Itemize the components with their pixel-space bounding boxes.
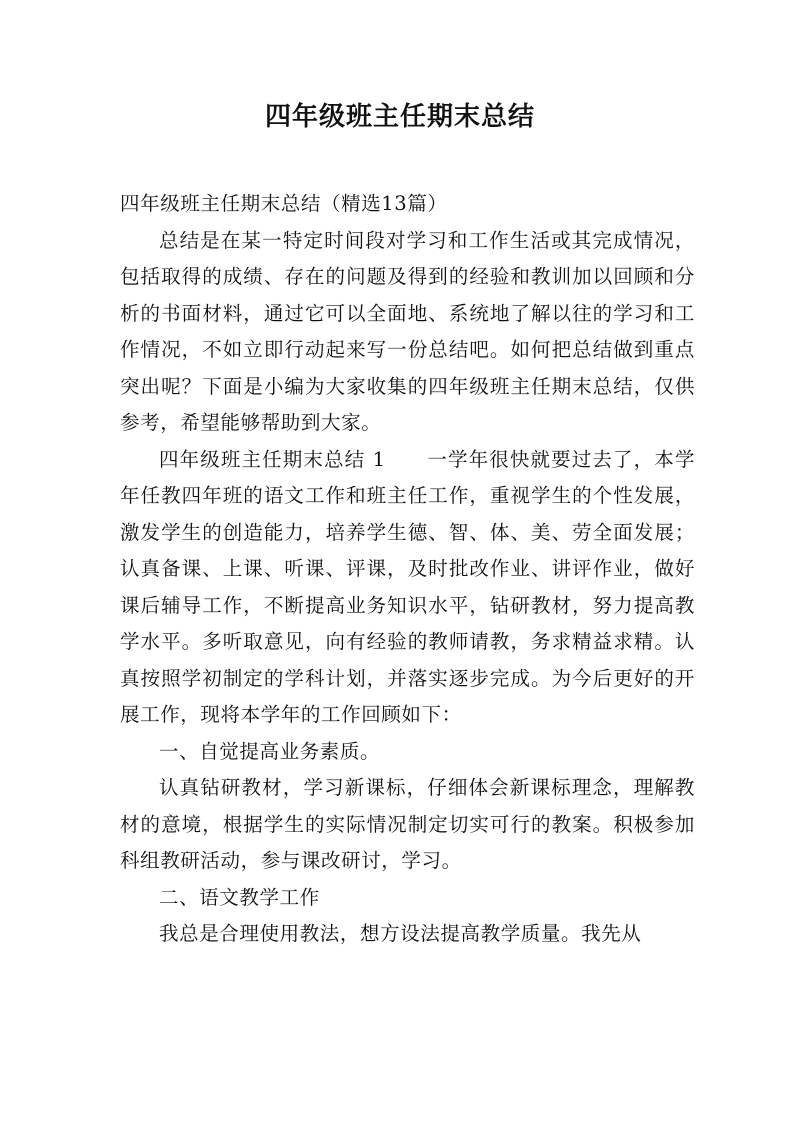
document-title: 四年级班主任期末总结 xyxy=(264,102,535,132)
intro-paragraph: 总结是在某一特定时间段对学习和工作生活或其完成情况，包括取得的成绩、存在的问题及得到的经验和教训加以回顾和分析的书面材料，通过它可以全面地、系统地了解以往的学习和工作情况，不如立即行动起来写一份总结吧。如何把总结做到重点突出呢？下面是小编为大家收集的四年级班主任期末总结，仅供参考，希望能够帮助到大家。 xyxy=(120,228,695,434)
subtitle-line: 四年级班主任期末总结（精选13篇） xyxy=(120,192,448,215)
section-2-paragraph: 我总是合理使用教法，想方设法提高教学质量。我先从 xyxy=(159,922,642,945)
document-body xyxy=(120,186,695,953)
section-heading-2: 二、语文教学工作 xyxy=(159,885,320,909)
summary-1-paragraph: 四年级班主任期末总结 1 一学年很快就要过去了，本学年任教四年班的语文工作和班主任工作，重视学生的个性发展，激发学生的创造能力，培养学生德、智、体、美、劳全面发展；认真备课、上课、听课、评课，及时批改作业、讲评作业，做好课后辅导工作，不断提高业务知识水平，钻研教材，努力提高教学水平。多听取意见，向有经验的教师请教，务求精益求精。认真按照学初制定的学科计划，并落实逐步完成。为今后更好的开展工作，现将本学年的工作回顾如下： xyxy=(120,447,695,726)
section-heading-1: 一、自觉提高业务素质。 xyxy=(159,739,381,763)
section-1-paragraph: 认真钻研教材，学习新课标，仔细体会新课标理念，理解教材的意境，根据学生的实际情况制定切实可行的教案。积极参加科组教研活动，参与课改研讨，学习。 xyxy=(120,776,695,872)
